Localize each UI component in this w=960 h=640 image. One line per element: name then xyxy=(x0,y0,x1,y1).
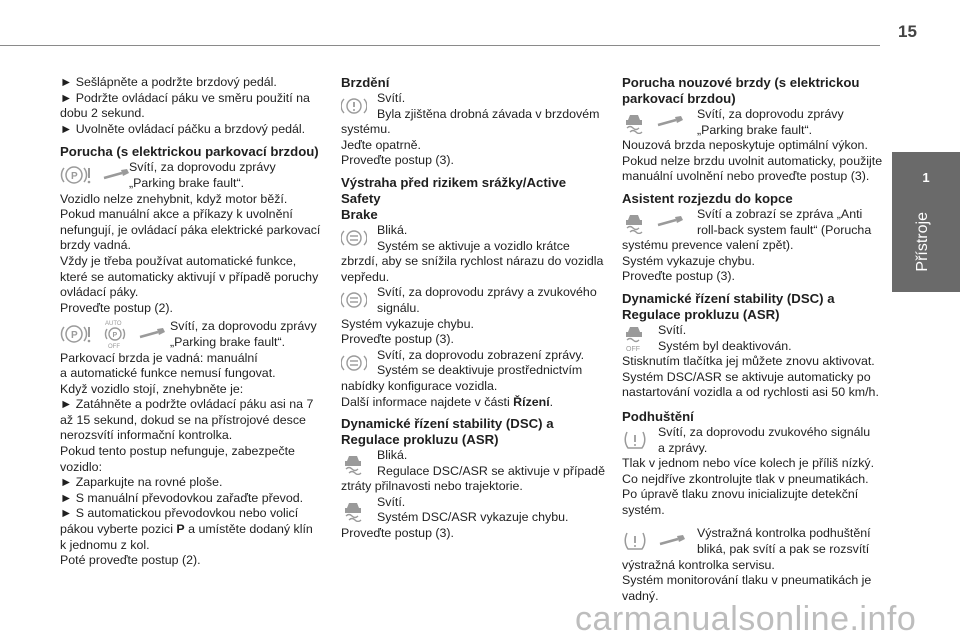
body-line: které se automaticky aktivují v případě poruchy xyxy=(60,269,319,284)
indicator-text: Byla zjištěna drobná závada v brzdovém xyxy=(377,106,600,121)
collision-warning-icon xyxy=(341,289,367,311)
indicator-text: Bliká. xyxy=(377,222,408,237)
column-3 xyxy=(622,75,887,604)
header-rule xyxy=(0,45,880,46)
body-line: Vozidlo nelze znehybnit, když motor běží. xyxy=(60,191,288,206)
svg-text:P: P xyxy=(112,332,118,340)
body-line: Parkovací brzda je vadná: manuální xyxy=(60,350,258,365)
body-line: systém. xyxy=(622,502,665,517)
section-heading: Výstraha před rizikem srážky/Active Safety xyxy=(341,174,567,206)
section-heading: Regulace prokluzu (ASR) xyxy=(622,306,780,322)
indicator-text: Svítí a zobrazí se zpráva „Anti xyxy=(697,206,863,221)
auto-park-off-icon xyxy=(102,319,128,349)
body-line: k jednomu z kol. xyxy=(60,537,150,552)
watermark: carmanualsonline.info xyxy=(575,600,917,638)
wrench-icon xyxy=(102,168,130,182)
parking-brake-warning-icon xyxy=(60,163,92,187)
indicator-row xyxy=(622,107,887,138)
wrench-icon xyxy=(656,115,684,129)
indicator-text: „Parking brake fault“. xyxy=(129,175,245,190)
step-line: ► Sešlápněte a podržte brzdový pedál. xyxy=(60,75,277,89)
body-line: vepředu. xyxy=(341,269,390,284)
body-line: Proveďte postup (3). xyxy=(341,153,454,168)
column-2 xyxy=(341,75,607,542)
indicator-text: Svítí. xyxy=(377,91,406,105)
body-line: ► S automatickou převodovkou nebo volicí xyxy=(60,506,299,521)
brake-warning-icon xyxy=(341,95,367,117)
auto-label: AUTO xyxy=(105,321,122,328)
wrench-icon xyxy=(138,327,166,341)
body-line: nefungují, je ovládací páka elektrické parkovací xyxy=(60,222,321,237)
body-line: výstražná kontrolka servisu. xyxy=(622,557,775,572)
indicator-text: „Parking brake fault“. xyxy=(170,334,286,349)
body-line: Systém DSC/ASR se aktivuje automaticky po xyxy=(622,369,871,384)
indicator-row xyxy=(60,160,325,191)
step-line: dobu 2 sekund. xyxy=(60,106,145,121)
svg-text:P: P xyxy=(71,330,78,342)
indicator-text: Svítí, za doprovodu zprávy xyxy=(129,160,276,175)
section-heading: Dynamické řízení stability (DSC) a xyxy=(341,416,554,432)
skidding-car-icon xyxy=(341,451,365,475)
body-line: a automatické funkce nemusí fungovat. xyxy=(60,366,276,381)
indicator-text: Svítí, za doprovodu zprávy xyxy=(697,107,844,121)
body-line: Po úpravě tlaku znovu inicializujte detekční xyxy=(622,487,859,502)
body-line: Poté proveďte postup (2). xyxy=(60,553,201,568)
body-line: Proveďte postup (3). xyxy=(341,332,454,347)
indicator-row xyxy=(341,91,607,122)
indicator-text: Regulace DSC/ASR se aktivuje v případě xyxy=(377,463,605,478)
chapter-number: 1 xyxy=(922,170,930,185)
section-heading: Regulace prokluzu (ASR) xyxy=(341,432,499,448)
chapter-label: Přístroje xyxy=(914,212,931,272)
chapter-tab[interactable] xyxy=(892,152,960,292)
parking-brake-warning-icon xyxy=(60,322,92,346)
body-line: ► S manuální převodovkou zařaďte převod. xyxy=(60,490,304,505)
body-line: Systém monitorování tlaku v pneumatikách je xyxy=(622,573,872,588)
body-line: Když vozidlo stojí, znehybněte je: xyxy=(60,381,244,396)
body-line: brzdy vadná. xyxy=(60,238,131,253)
body-line: vozidlo: xyxy=(60,459,103,474)
body-line: Proveďte postup (3). xyxy=(341,526,454,541)
indicator-row xyxy=(622,323,887,354)
body-line: Pokud manuální akce a příkazy k uvolnění xyxy=(60,207,293,222)
body-line: nerozsvítí informační kontrolka. xyxy=(60,428,233,443)
body-line: Vždy je třeba používat automatické funkce, xyxy=(60,253,297,268)
indicator-text: signálu. xyxy=(377,300,420,315)
indicator-text: Systém DSC/ASR vykazuje chybu. xyxy=(377,510,569,525)
section-heading: Dynamické řízení stability (DSC) a xyxy=(622,290,835,306)
off-label: OFF xyxy=(108,344,120,350)
indicator-row xyxy=(341,495,607,526)
indicator-text: roll-back system fault“ (Porucha xyxy=(697,222,872,237)
body-line: Proveďte postup (2). xyxy=(60,300,173,315)
indicator-text: Svítí, za doprovodu zprávy a zvukového xyxy=(377,285,597,300)
skidding-car-off-icon xyxy=(622,324,646,352)
indicator-text: Bliká. xyxy=(377,448,408,463)
body-line: až 15 sekund, dokud se na přístrojové desce xyxy=(60,412,306,427)
section-heading: Porucha nouzové brzdy (s elektrickou xyxy=(622,75,860,90)
section-heading: parkovací brzdou) xyxy=(622,91,736,106)
wrench-icon xyxy=(658,534,686,548)
indicator-text: „Parking brake fault“. xyxy=(697,122,813,137)
indicator-row xyxy=(341,223,607,254)
page-number: 15 xyxy=(898,22,917,41)
tyre-pressure-icon xyxy=(622,429,648,451)
body-line: Pokud tento postup nefunguje, zabezpečte xyxy=(60,444,295,459)
indicator-row xyxy=(341,285,607,316)
step-line: ► Podržte ovládací páku ve směru použití na xyxy=(60,90,310,105)
wrench-icon xyxy=(656,215,684,229)
section-heading: Brake xyxy=(341,206,378,222)
indicator-text: Systém se aktivuje a vozidlo krátce xyxy=(377,238,570,253)
indicator-text: bliká, pak svítí a pak se rozsvítí xyxy=(697,542,870,557)
skidding-car-icon xyxy=(622,210,646,234)
body-line: systému prevence valení zpět). xyxy=(622,238,794,253)
indicator-text: Svítí, za doprovodu zobrazení zprávy. xyxy=(377,347,585,362)
indicator-row xyxy=(622,526,887,557)
indicator-row xyxy=(341,448,607,479)
svg-text:P: P xyxy=(71,171,78,183)
step-line: ► Uvolněte ovládací páčku a brzdový pedál. xyxy=(60,121,306,136)
indicator-text: Výstražná kontrolka podhuštění xyxy=(697,526,871,541)
body-line: manuální uvolnění nebo proveďte postup (3). xyxy=(622,169,870,184)
indicator-text: Svítí, za doprovodu zprávy xyxy=(170,319,317,334)
body-line: zbrzdí, aby se snížila rychlost nárazu do vozidla xyxy=(341,254,604,269)
body-line: Stisknutím tlačítka jej můžete znovu aktivovat. xyxy=(622,354,875,369)
indicator-text: Svítí. xyxy=(658,322,687,337)
indicator-row xyxy=(622,425,887,456)
off-label: OFF xyxy=(626,345,640,352)
body-line: Jeďte opatrně. xyxy=(341,137,421,152)
body-line: Tlak v jednom nebo více kolech je příliš nízký. xyxy=(622,456,875,471)
indicator-text: Systém byl deaktivován. xyxy=(658,338,792,353)
skidding-car-icon xyxy=(341,498,365,522)
column-1 xyxy=(60,75,325,569)
indicator-row xyxy=(341,348,607,379)
indicator-row xyxy=(60,319,325,350)
body-line: vadný. xyxy=(622,588,659,603)
indicator-row xyxy=(622,207,887,238)
indicator-text: Svítí, za doprovodu zvukového signálu xyxy=(658,424,871,439)
body-line: pákou vyberte pozici P a umístěte dodaný klín xyxy=(60,522,313,537)
body-line: Nouzová brzda neposkytuje optimální výkon. xyxy=(622,138,868,153)
section-heading: Porucha (s elektrickou parkovací brzdou) xyxy=(60,144,319,160)
body-line: ztráty přilnavosti nebo trajektorie. xyxy=(341,479,523,494)
body-line: Další informace najdete v části Řízení. xyxy=(341,394,554,409)
tyre-pressure-icon xyxy=(622,530,648,552)
body-line: Proveďte postup (3). xyxy=(622,269,735,284)
body-line: ► Zaparkujte na rovné ploše. xyxy=(60,475,223,490)
section-heading: Podhuštění xyxy=(622,408,694,424)
body-line: Systém vykazuje chybu. xyxy=(341,316,474,331)
collision-warning-icon xyxy=(341,352,367,374)
indicator-text: a zprávy. xyxy=(658,440,708,455)
body-line: Pokud nelze brzdu uvolnit automaticky, použijte xyxy=(622,153,883,168)
section-heading: Asistent rozjezdu do kopce xyxy=(622,190,793,206)
collision-warning-icon xyxy=(341,227,367,249)
body-line: nabídky konfigurace vozidla. xyxy=(341,378,498,393)
indicator-text: Svítí. xyxy=(377,494,406,509)
body-line: nastartování vozidla a od rychlosti asi 50 km/h. xyxy=(622,385,879,400)
body-line: Co nejdříve zkontrolujte tlak v pneumatikách. xyxy=(622,471,869,486)
body-line: Systém vykazuje chybu. xyxy=(622,253,755,268)
body-line: systému. xyxy=(341,122,391,137)
indicator-text: Systém se deaktivuje prostřednictvím xyxy=(377,363,583,378)
body-line: ► Zatáhněte a podržte ovládací páku asi na 7 xyxy=(60,397,314,412)
body-line: ovládací páky. xyxy=(60,285,139,300)
skidding-car-icon xyxy=(622,110,646,134)
section-heading: Brzdění xyxy=(341,75,390,90)
